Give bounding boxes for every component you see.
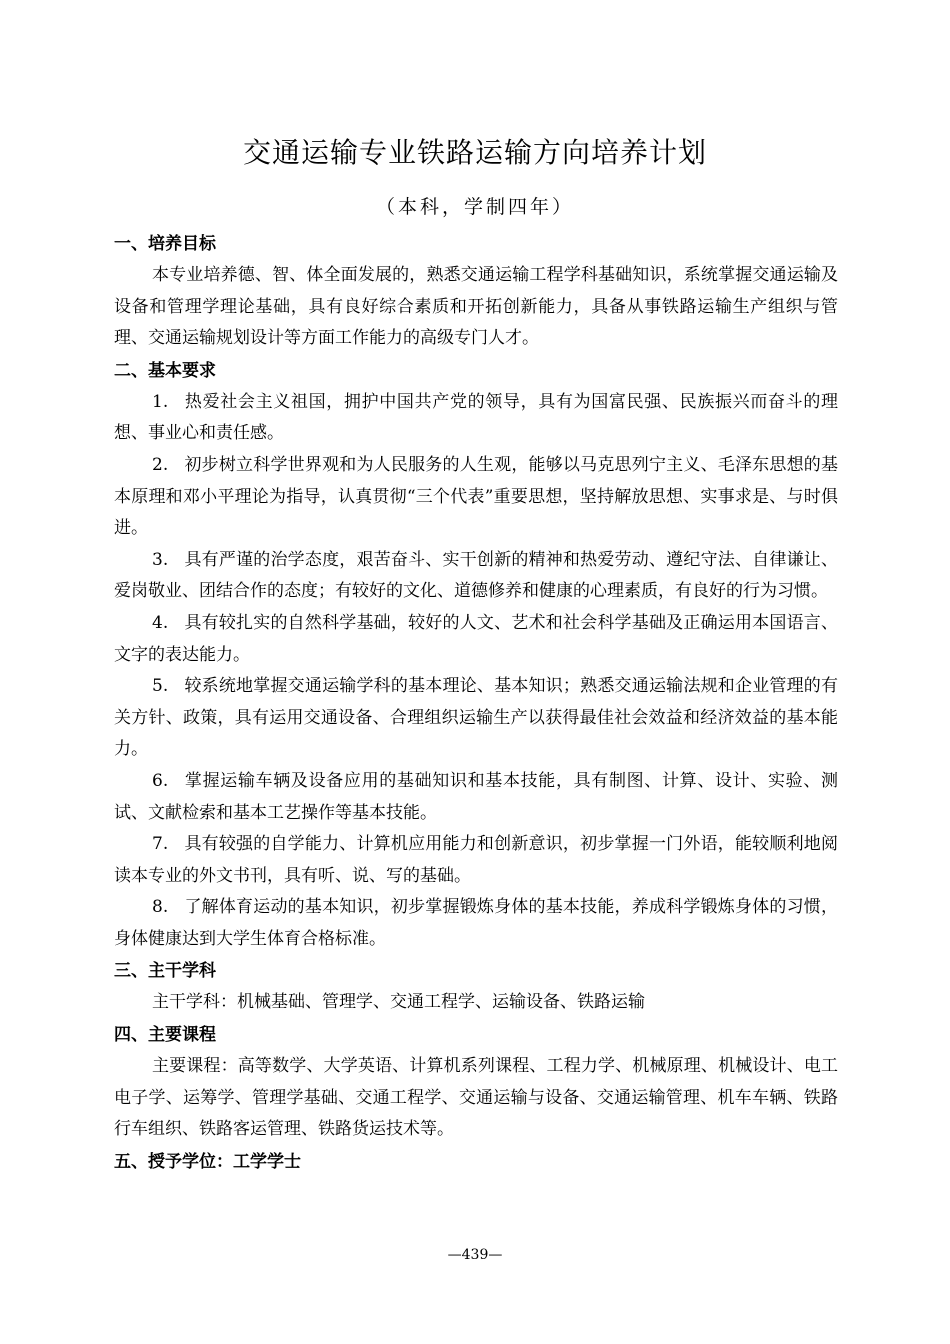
section-heading-courses: 四、主要课程 (114, 1025, 216, 1046)
item-number: 8. (152, 897, 169, 918)
requirement-item (114, 608, 838, 671)
item-number: 5. (152, 676, 169, 697)
section-requirements (114, 355, 838, 956)
requirement-item (114, 892, 838, 955)
section-heading-disciplines: 三、主干学科 (114, 961, 216, 982)
item-text: 掌握运输车辆及设备应用的基础知识和基本技能，具有制图、计算、设计、实验、测试、文献检索和基本工艺操作等基本技能。 (114, 770, 838, 823)
page-subtitle: （本科，学制四年） (375, 196, 574, 218)
section-heading-goal: 一、培养目标 (114, 234, 216, 254)
item-text: 了解体育运动的基本知识，初步掌握锻炼身体的基本技能，养成科学锻炼身体的习惯，身体健康达到大学生体育合格标准。 (114, 897, 838, 949)
courses-paragraph: 主要课程：高等数学、大学英语、计算机系列课程、工程力学、机械原理、机械设计、电工电子学、运筹学、管理学基础、交通工程学、交通运输与设备、交通运输管理、机车车辆、铁路行车组织、铁路客运管理、铁路货运技术等。 (114, 1056, 838, 1140)
requirement-item (114, 671, 838, 766)
item-number: 4. (152, 612, 169, 633)
item-text: 具有严谨的治学态度，艰苦奋斗、实干创新的精神和热爱劳动、遵纪守法、自律谦让、爱岗敬业、团结合作的态度；有较好的文化、道德修养和健康的心理素质，有良好的行为习惯。 (114, 549, 838, 602)
requirement-item (114, 545, 838, 608)
item-text: 初步树立科学世界观和为人民服务的人生观，能够以马克思列宁主义、毛泽东思想的基本原理和邓小平理论为指导，认真贯彻“三个代表”重要思想，坚持解放思想、实事求是、与时俱进。 (114, 454, 838, 539)
section-degree (114, 1146, 838, 1178)
requirement-item (114, 829, 838, 892)
requirement-item (114, 766, 838, 829)
item-number: 7. (152, 834, 169, 855)
item-text: 具有较扎实的自然科学基础，较好的人文、艺术和社会科学基础及正确运用本国语言、文字的表达能力。 (114, 612, 838, 665)
item-text: 热爱社会主义祖国，拥护中国共产党的领导，具有为国富民强、民族振兴而奋斗的理想、事业心和责任感。 (114, 391, 838, 444)
item-number: 2. (152, 454, 169, 475)
item-number: 3. (152, 549, 169, 570)
disciplines-paragraph: 主干学科：机械基础、管理学、交通工程学、运输设备、铁路运输 (152, 992, 645, 1013)
item-number: 6. (152, 770, 169, 791)
document-body (114, 228, 838, 1178)
page-number: —439— (447, 1247, 503, 1263)
requirement-item (114, 450, 838, 545)
goal-paragraph: 本专业培养德、智、体全面发展的，熟悉交通运输工程学科基础知识，系统掌握交通运输及设备和管理学理论基础，具有良好综合素质和开拓创新能力，具备从事铁路运输生产组织与管理、交通运输规划设计等方面工作能力的高级专门人才。 (114, 265, 838, 349)
page-title: 交通运输专业铁路运输方向培养计划 (242, 136, 707, 169)
item-text: 具有较强的自学能力、计算机应用能力和创新意识，初步掌握一门外语，能较顺利地阅读本专业的外文书刊，具有听、说、写的基础。 (114, 834, 838, 886)
requirement-item (114, 387, 838, 450)
section-disciplines (114, 955, 838, 1019)
item-text: 较系统地掌握交通运输学科的基本理论、基本知识；熟悉交通运输法规和企业管理的有关方针、政策，具有运用交通设备、合理组织运输生产以获得最佳社会效益和经济效益的基本能力。 (114, 676, 838, 760)
section-heading-requirements: 二、基本要求 (114, 360, 216, 381)
section-heading-degree: 五、授予学位：工学学士 (114, 1151, 301, 1172)
section-goal (114, 228, 838, 355)
section-courses (114, 1019, 838, 1146)
item-number: 1. (152, 391, 169, 412)
